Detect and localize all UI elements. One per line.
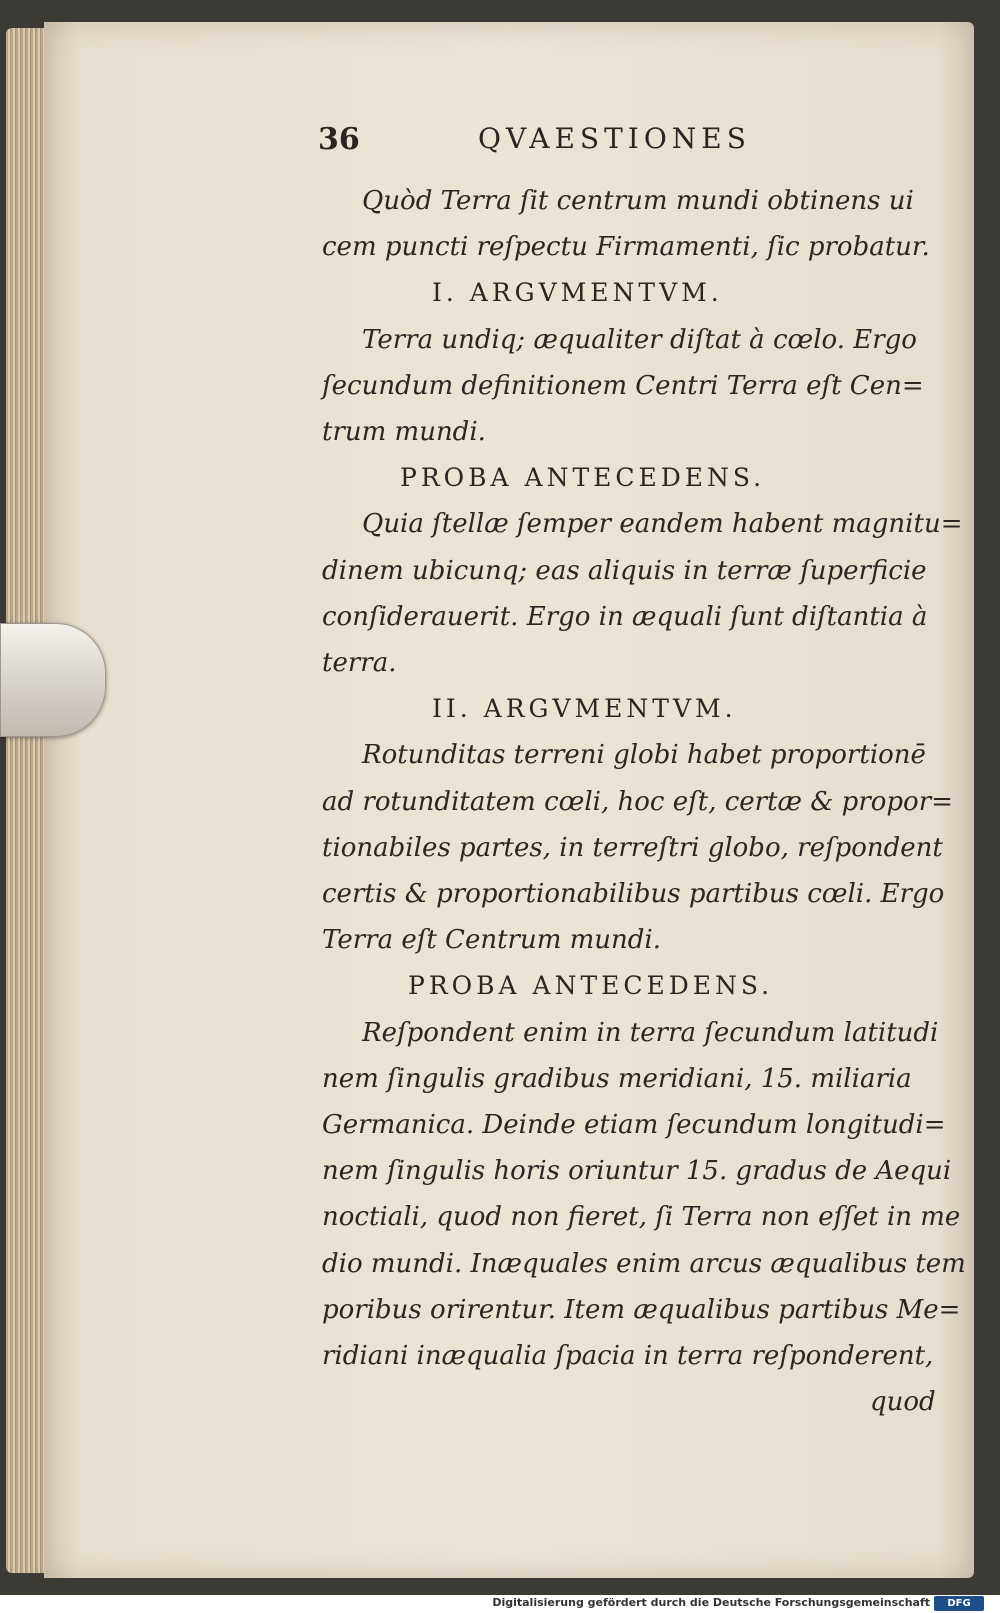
text-line: terra. [322, 648, 397, 678]
page-header [318, 118, 958, 168]
text-line: certis & proportionabilibus partibus cœli. Ergo [322, 879, 945, 909]
text-line: ſecundum definitionem Centri Terra eſt Cen= [322, 370, 924, 401]
bookmark-tab [0, 623, 106, 737]
text-line: Reſpondent enim in terra ſecundum latitudi [362, 1017, 939, 1048]
text-line: tionabiles partes, in terreſtri globo, reſpondent [322, 832, 943, 863]
text-line: Terra eſt Centrum mundi. [322, 925, 661, 956]
footer-bar [0, 1595, 1000, 1613]
footer-credit: Digitalisierung gefördert durch die Deutsche Forschungsgemeinschaft [492, 1596, 930, 1609]
text-line: Quia ſtellæ ſemper eandem habent magnitu= [362, 509, 963, 540]
text-line: nem ſingulis gradibus meridiani, 15. miliaria [322, 1063, 912, 1094]
text-line: Germanica. Deinde etiam ſecundum longitudi= [322, 1110, 946, 1140]
text-line: trum mundi. [322, 417, 486, 447]
text-line: conſiderauerit. Ergo in æquali ſunt diſtantia à [322, 601, 928, 632]
section-heading: PROBA ANTECEDENS. [408, 971, 774, 1001]
running-title: QVAESTIONES [478, 122, 751, 155]
text-line: cem puncti reſpectu Firmamenti, ſic probatur. [322, 232, 930, 263]
text-line: Quòd Terra ſit centrum mundi obtinens ui [362, 186, 914, 216]
text-line: nem ſingulis horis oriuntur 15. gradus de Aequi [322, 1156, 952, 1187]
text-line: dinem ubicunq; eas aliquis in terræ ſuperficie [322, 555, 927, 586]
text-line: ridiani inæqualia ſpacia in terra reſponderent, [322, 1341, 934, 1371]
section-heading: I. ARGVMENTVM. [432, 278, 723, 308]
text-line: Terra undiq; æqualiter diſtat à cœlo. Ergo [362, 324, 917, 355]
page-edges [6, 28, 46, 1573]
text-line: noctiali, quod non fieret, ſi Terra non eſſet in me [322, 1202, 961, 1233]
section-heading: II. ARGVMENTVM. [432, 694, 737, 724]
dfg-logo: DFG [934, 1596, 984, 1611]
section-heading: PROBA ANTECEDENS. [400, 463, 766, 493]
text-line: Rotunditas terreni globi habet proportionē [362, 740, 926, 771]
page-number: 36 [318, 122, 360, 157]
text-line: ad rotunditatem cœli, hoc eſt, certæ & propor= [322, 786, 953, 817]
text-line: poribus orirentur. Item æqualibus partibus Me= [322, 1294, 961, 1325]
text-line: dio mundi. Inæquales enim arcus æqualibus tem [322, 1248, 966, 1279]
catchword: quod [870, 1387, 936, 1418]
